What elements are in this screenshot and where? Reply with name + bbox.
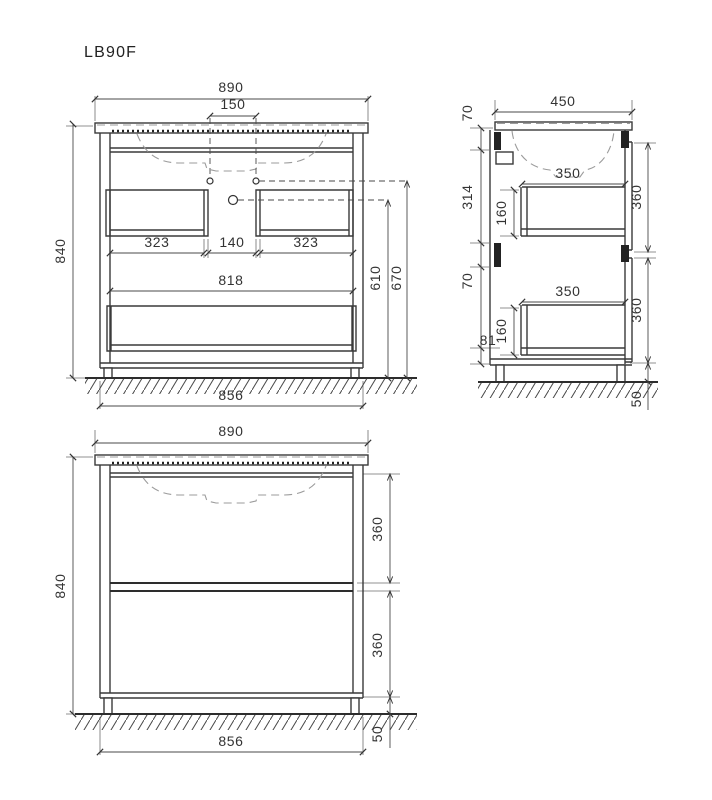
ground-hatch <box>85 379 417 394</box>
side-view <box>459 93 658 410</box>
dim-base-width: 856 <box>218 733 244 749</box>
dim-upper-front: 360 <box>369 516 385 542</box>
front-view-closed <box>52 423 417 755</box>
dim-lower-drawer-height: 160 <box>493 318 509 344</box>
dim-bottom-clearance: 81 <box>479 332 497 348</box>
dim-overall-width: 890 <box>218 423 244 439</box>
dim-top-rail: 70 <box>459 104 475 122</box>
front-foot <box>617 365 625 382</box>
dim-leg-height: 50 <box>369 725 385 743</box>
dim-lower-drawer-depth: 350 <box>555 283 581 299</box>
dim-base-width: 856 <box>218 387 244 403</box>
front-rail-mid <box>621 245 629 262</box>
dim-overall-height: 840 <box>52 573 68 599</box>
dim-leg-height: 50 <box>628 390 644 408</box>
drawer-gap-rails <box>110 583 353 591</box>
back-foot <box>496 365 504 382</box>
upper-drawer-box <box>521 187 625 236</box>
dim-left-drawer-width: 323 <box>144 234 170 250</box>
right-foot <box>351 698 359 714</box>
dim-mid-rail: 70 <box>459 272 475 290</box>
dim-upper-drawer-depth: 350 <box>555 165 581 181</box>
dim-lower-front: 360 <box>369 632 385 658</box>
drawer-box-right <box>256 190 353 236</box>
dim-center-gap: 140 <box>219 234 245 250</box>
dim-upper-front: 360 <box>628 184 644 210</box>
back-rail-mid <box>494 243 501 267</box>
dim-drain-height: 610 <box>367 265 383 291</box>
drawer-box-left <box>106 190 208 236</box>
front-rail-top <box>621 131 629 148</box>
dim-rail-spacing: 314 <box>459 184 475 210</box>
extension-lines <box>66 96 368 409</box>
dim-faucet-height: 670 <box>388 265 404 291</box>
dim-inner-width: 818 <box>218 272 244 288</box>
faucet-hole-left <box>207 178 213 184</box>
dim-faucet-spacing: 150 <box>220 96 246 112</box>
drawer-box-bottom <box>107 306 356 351</box>
sink-basin-outline <box>137 466 326 503</box>
dim-overall-width: 890 <box>218 79 244 95</box>
cabinet-frame <box>100 133 363 368</box>
ground-hatch <box>75 715 417 730</box>
drain-hole <box>229 196 238 205</box>
wall-bracket <box>496 152 513 164</box>
left-foot <box>104 368 112 378</box>
model-title: LB90F <box>84 44 138 61</box>
dim-overall-height: 840 <box>52 238 68 264</box>
left-foot <box>104 698 112 714</box>
extension-lines <box>66 430 400 755</box>
lower-drawer-box <box>521 305 625 355</box>
dim-right-drawer-width: 323 <box>293 234 319 250</box>
back-rail-top <box>494 132 501 150</box>
front-view-open <box>52 79 417 409</box>
dim-upper-drawer-height: 160 <box>493 200 509 226</box>
cabinet-frame <box>100 465 363 698</box>
dim-lower-front: 360 <box>628 297 644 323</box>
faucet-hole-right <box>253 178 259 184</box>
dim-depth: 450 <box>550 93 576 109</box>
right-foot <box>351 368 359 378</box>
